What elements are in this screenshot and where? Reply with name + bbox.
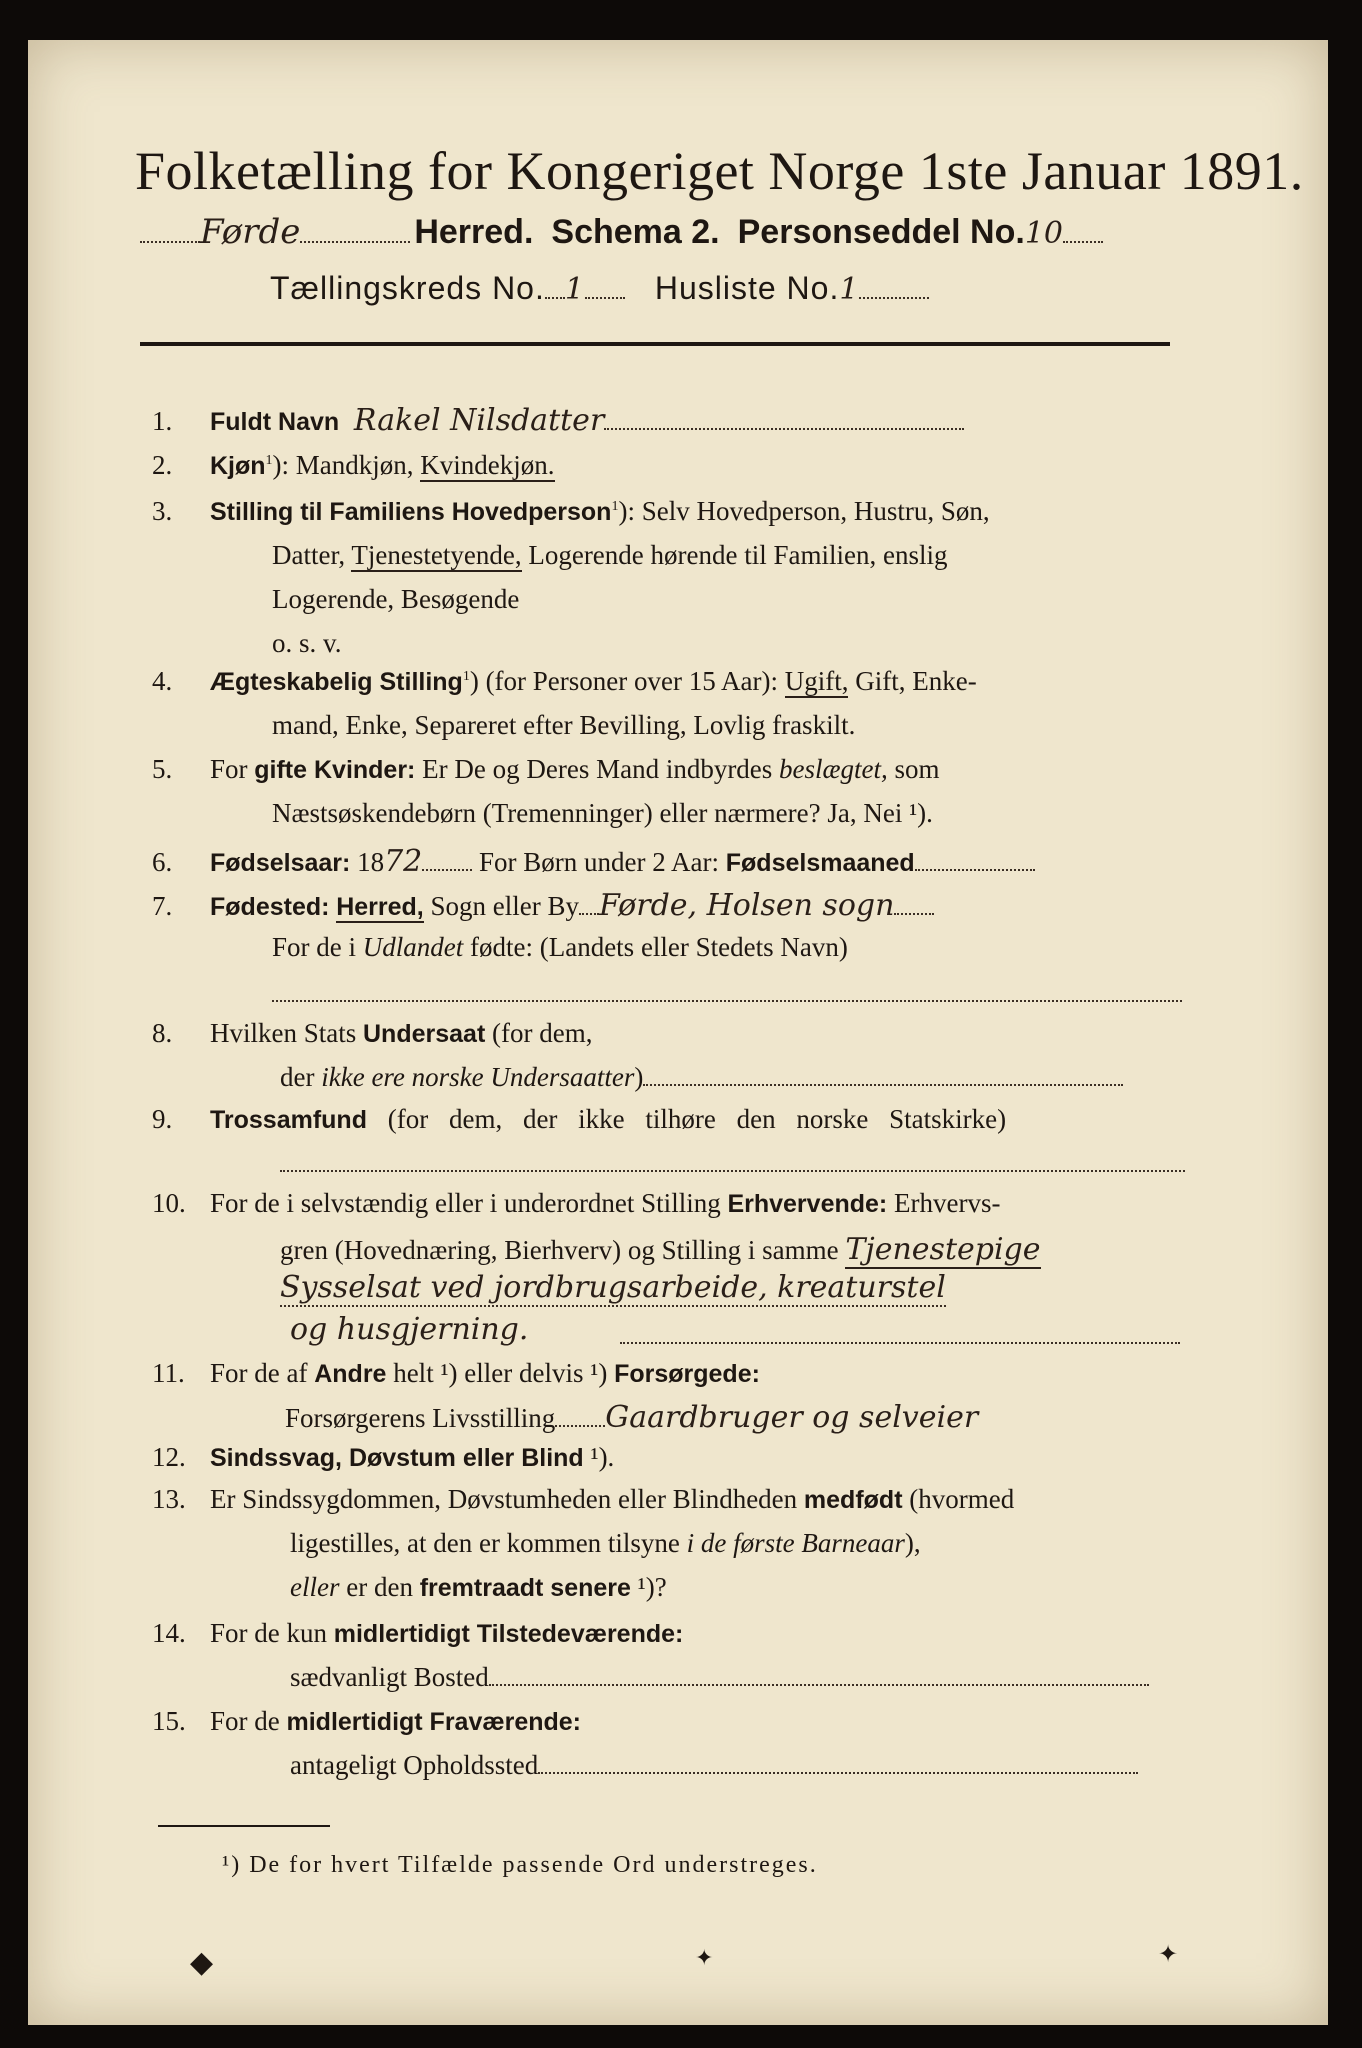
question-10-blank <box>620 1320 1180 1349</box>
question-5: 5. For gifte Kvinder: Er De og Deres Mand indbyrdes beslægtet, som <box>152 754 940 784</box>
herred-label: Herred. <box>414 213 534 251</box>
question-13-line-2: ligestilles, at den er kommen tilsyne i de første Barneaar), <box>290 1528 921 1558</box>
question-13: 13. Er Sindssygdommen, Døvstumheden eller Blindheden medfødt (hvormed <box>152 1484 1015 1514</box>
question-1: 1. Fuldt Navn Rakel Nilsdatter <box>152 403 964 438</box>
question-7-line-2: For de i Udlandet fødte: (Landets eller Stedets Navn) <box>272 932 848 962</box>
question-9: 9. Trossamfund (for dem, der ikke tilhøre den norske Statskirke) <box>152 1104 1007 1134</box>
question-6: 6. Fødselsaar: 1872 For Børn under 2 Aar: Fødselsmaaned <box>152 844 1035 879</box>
footnote-divider <box>158 1825 330 1827</box>
kreds-label: Tællingskreds No. <box>270 270 545 306</box>
question-13-line-3: eller er den fremtraadt senere ¹)? <box>290 1572 667 1602</box>
q1-value: Rakel Nilsdatter <box>353 403 605 438</box>
question-3: 3. Stilling til Familiens Hovedperson$^1$): Selv Hovedperson, Hustru, Søn, <box>152 496 990 526</box>
herred-value: Førde <box>200 212 301 252</box>
form-title: Folketælling for Kongeriget Norge 1ste Januar 1891. <box>135 141 1304 201</box>
question-8-line-2: der ikke ere norske Undersaatter) <box>280 1062 1123 1093</box>
question-8: 8. Hvilken Stats Undersaat (for dem, <box>152 1018 593 1048</box>
question-12: 12. Sindssvag, Døvstum eller Blind ¹). <box>152 1442 615 1472</box>
question-9-blank <box>280 1148 1185 1177</box>
schema-label: Schema 2. <box>551 213 720 251</box>
header-line-2 <box>270 270 929 307</box>
q1-label: Fuldt Navn <box>210 408 340 436</box>
question-3-line-3: Logerende, Besøgende <box>272 584 520 614</box>
header-divider <box>140 342 1170 346</box>
question-4-line-2: mand, Enke, Separeret efter Bevilling, Lovlig fraskilt. <box>272 710 856 740</box>
question-14: 14. For de kun midlertidigt Tilstedeværende: <box>152 1618 684 1648</box>
personseddel-label: Personseddel No. <box>737 213 1025 251</box>
question-10-line-2: gren (Hovednæring, Bierhverv) og Stilling i samme Tjenestepige <box>280 1232 1041 1267</box>
question-4: 4. Ægteskabelig Stilling$^1$) (for Personer over 15 Aar): Ugift, Gift, Enke- <box>152 666 977 696</box>
q10-value-1: Tjenestepige <box>845 1232 1041 1267</box>
header-line-1 <box>140 212 1103 252</box>
q4-selected: Ugift, <box>784 666 849 696</box>
question-2: 2. Kjøn$^1$): Mandkjøn, Kvindekjøn. <box>152 450 555 480</box>
ink-mark-center: ✦ <box>695 1945 714 1970</box>
husliste-label: Husliste No. <box>654 270 840 306</box>
q3-selected: Tjenestetyende, <box>351 540 522 570</box>
question-11: 11. For de af Andre helt ¹) eller delvis ¹) Forsørgede: <box>152 1358 760 1388</box>
question-7-blank <box>272 978 1182 1007</box>
question-15: 15. For de midlertidigt Fraværende: <box>152 1706 581 1736</box>
question-5-line-2: Næstsøskendebørn (Tremenninger) eller nærmere? Ja, Nei ¹). <box>272 798 933 828</box>
q11-value: Gaardbruger og selveier <box>605 1400 979 1435</box>
q6-value: 72 <box>384 844 423 879</box>
question-7: 7. Fødested: Herred, Sogn eller By Førde, Holsen sogn <box>152 888 934 923</box>
question-14-line-2: sædvanligt Bosted <box>290 1662 1149 1693</box>
question-10: 10. For de i selvstændig eller i underordnet Stilling Erhvervende: Erhvervs- <box>152 1188 1001 1218</box>
question-3-line-2: Datter, Tjenestetyende, Logerende hørende til Familien, enslig <box>272 540 948 570</box>
question-15-line-2: antageligt Opholdssted <box>290 1750 1138 1781</box>
kreds-value: 1 <box>564 272 585 307</box>
q10-value-2: Sysselsat ved jordbrugsarbeide, kreaturstel <box>280 1270 946 1305</box>
question-3-line-4: o. s. v. <box>272 628 342 658</box>
personseddel-value: 10 <box>1024 216 1064 251</box>
q10-value-3: og husgjerning. <box>290 1312 529 1347</box>
husliste-value: 1 <box>839 272 860 307</box>
q7-selected: Herred, <box>336 893 424 921</box>
ink-mark-right: ✦ <box>1158 1942 1179 1968</box>
ink-mark-left: ◆ <box>190 1946 214 1979</box>
question-11-line-2: Forsørgerens Livsstilling Gaardbruger og selveier <box>285 1400 979 1435</box>
q7-value: Førde, Holsen sogn <box>599 888 895 923</box>
footnote: ¹) De for hvert Tilfælde passende Ord understreges. <box>222 1852 818 1878</box>
q2-selected: Kvindekjøn. <box>420 450 555 480</box>
